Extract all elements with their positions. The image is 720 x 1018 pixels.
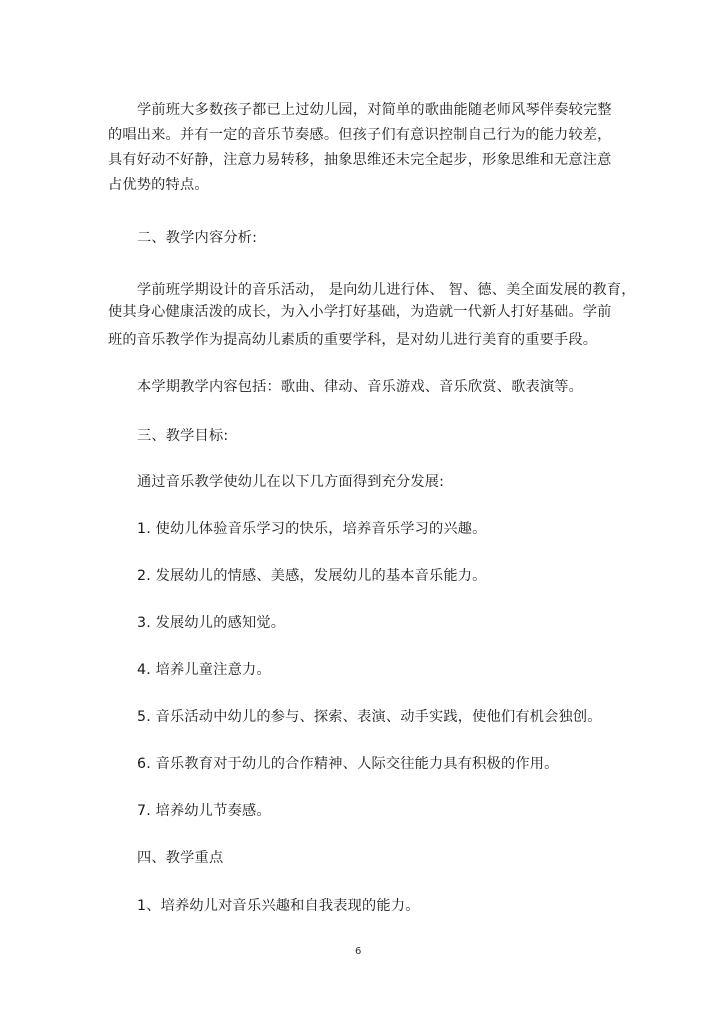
goal-item-6: 6. 音乐教育对于幼儿的合作精神、人际交往能力具有积极的作用。 <box>137 756 559 772</box>
section2-heading: 二、教学内容分析: <box>137 230 258 246</box>
section2-paragraph-line-3: 班的音乐教学作为提高幼儿素质的重要学科，是对幼儿进行美育的重要手段。 <box>108 332 598 348</box>
section2-paragraph-line-2: 使其身心健康活泼的成长，为入小学打好基础，为造就一代新人打好基础。学前 <box>108 304 612 320</box>
section3-intro: 通过音乐教学使幼儿在以下几方面得到充分发展: <box>137 474 445 490</box>
goal-item-2: 2. 发展幼儿的情感、美感，发展幼儿的基本音乐能力。 <box>137 568 487 584</box>
section2-paragraph-line-1: 学前班学期设计的音乐活动， 是向幼儿进行体、 智、德、美全面发展的教育， <box>137 282 636 298</box>
paragraph1-line-3: 具有好动不好静，注意力易转移，抽象思维还未完全起步，形象思维和无意注意 <box>108 152 612 168</box>
section4-item-1: 1、培养幼儿对音乐兴趣和自我表现的能力。 <box>137 898 420 914</box>
paragraph1-line-2: 的唱出来。并有一定的音乐节奏感。但孩子们有意识控制自己行为的能力较差， <box>108 127 612 143</box>
section3-heading: 三、教学目标: <box>137 428 229 444</box>
paragraph1-line-1: 学前班大多数孩子都已上过幼儿园，对简单的歌曲能随老师风琴伴奏较完整 <box>137 102 612 118</box>
goal-item-4: 4. 培养儿童注意力。 <box>137 662 271 678</box>
section4-heading: 四、教学重点 <box>137 850 224 866</box>
paragraph1-line-4: 占优势的特点。 <box>108 177 209 193</box>
page-number: 6 <box>355 946 362 957</box>
goal-item-3: 3. 发展幼儿的感知觉。 <box>137 615 286 631</box>
section2-content-list: 本学期教学内容包括：歌曲、律动、音乐游戏、音乐欣赏、歌表演等。 <box>137 379 584 395</box>
goal-item-5: 5. 音乐活动中幼儿的参与、探索、表演、动手实践，使他们有机会独创。 <box>137 709 602 725</box>
goal-item-1: 1. 使幼儿体验音乐学习的快乐，培养音乐学习的兴趣。 <box>137 521 487 537</box>
goal-item-7: 7. 培养幼儿节奏感。 <box>137 803 271 819</box>
